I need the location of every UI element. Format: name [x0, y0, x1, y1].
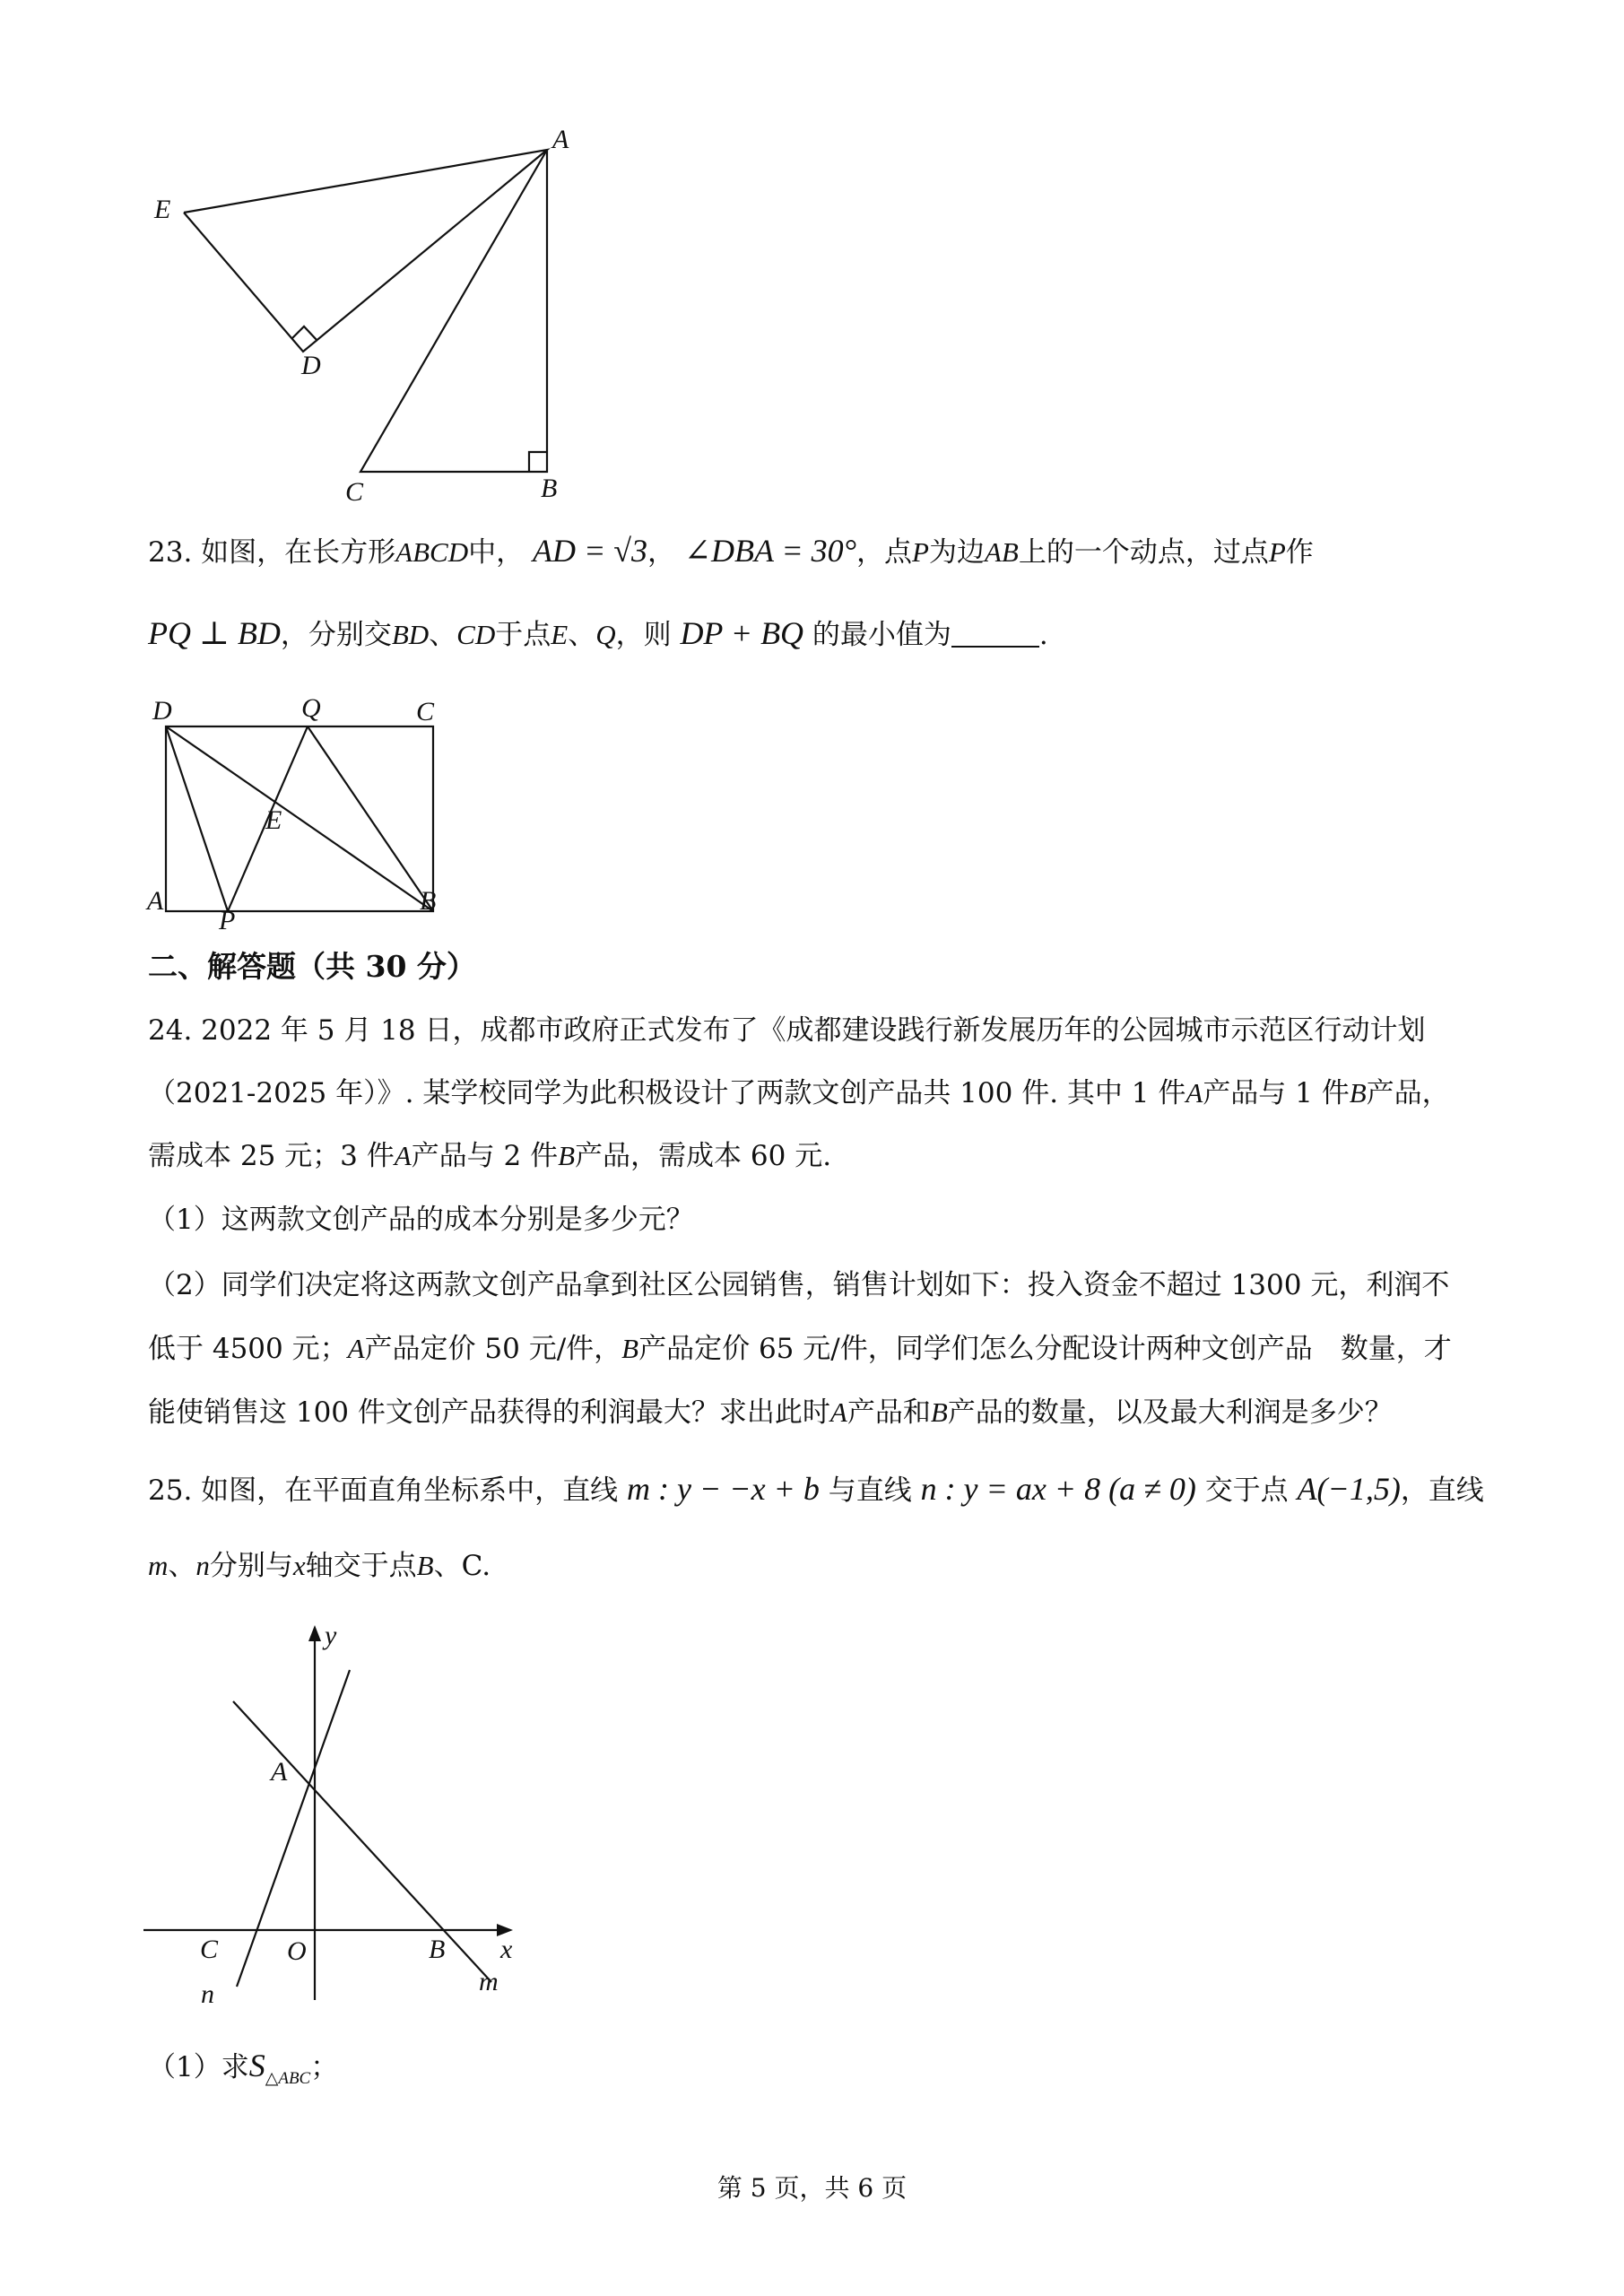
q25-part1: [148, 2048, 338, 2097]
text: 产品与 2 件: [411, 1140, 559, 1172]
equation-m: m : y − −x + b: [627, 1471, 820, 1507]
area-subscript: △ABC: [265, 2069, 311, 2088]
y-axis-arrow: [308, 1625, 321, 1641]
figure-q25: [143, 1614, 538, 2009]
text: 产品定价 50 元/件，: [364, 1333, 622, 1365]
text: ，则: [615, 619, 672, 651]
product-b: B: [930, 1396, 948, 1428]
text: 25. 如图，在平面直角坐标系中，直线: [148, 1474, 619, 1507]
text: 上的一个动点，过点: [1018, 536, 1269, 569]
label-p: P: [219, 906, 236, 933]
q24-line1: 24. 2022 年 5 月 18 日，成都市政府正式发布了《成都建设践行新发展历年的公园城市示范区行动计划: [148, 1014, 1426, 1047]
triangle-abc: [360, 150, 547, 472]
label-c: C: [345, 477, 364, 507]
rect-name: ABCD: [395, 536, 469, 568]
text: 交于点: [1204, 1474, 1289, 1507]
segment-ab: AB: [984, 536, 1019, 568]
text: 、: [168, 1550, 196, 1582]
text: 23. 如图，在长方形: [148, 536, 396, 569]
text: 、C.: [433, 1550, 491, 1582]
label-x: x: [500, 1935, 513, 1964]
text: ，: [647, 536, 675, 569]
equation-n: n : y = ax + 8 (a ≠ 0): [920, 1471, 1196, 1507]
segment-dp: [166, 726, 228, 911]
condition-perp: PQ ⊥ BD: [148, 615, 281, 651]
label-a: A: [271, 1757, 288, 1787]
text: 于点: [495, 619, 551, 651]
segment-qb: [308, 726, 433, 911]
text: ，直线: [1400, 1474, 1484, 1507]
text: 产品定价 65 元/件，同学们怎么分配设计两种文创产品 数量，才: [638, 1333, 1452, 1365]
label-o: O: [287, 1936, 307, 1966]
product-b: B: [1349, 1077, 1367, 1109]
q23-line1: [148, 533, 1314, 570]
product-a: A: [1185, 1077, 1203, 1109]
label-m: m: [479, 1967, 499, 1996]
figure-q22: [143, 126, 592, 511]
label-b: B: [420, 886, 437, 916]
text: 分别与: [209, 1550, 293, 1582]
text: ，分别交: [280, 619, 392, 651]
axis-x: x: [292, 1550, 306, 1581]
point-p: P: [912, 536, 929, 568]
text: ；: [310, 2051, 339, 2083]
text: 产品，: [1366, 1077, 1450, 1109]
text: （2021-2025 年）》. 某学校同学为此积极设计了两款文创产品共 100 件. 其中 1 件: [148, 1077, 1186, 1109]
text: 、: [568, 619, 596, 651]
figure-q23: [143, 691, 484, 933]
area-symbol: S: [248, 2048, 265, 2083]
label-b: B: [429, 1935, 446, 1964]
q24-part2-line2: [148, 1331, 1452, 1367]
text: 、: [429, 619, 457, 651]
label-n: n: [201, 1979, 214, 2009]
page-footer: 第 5 页，共 6 页: [716, 2173, 908, 2203]
label-a: A: [147, 886, 164, 916]
label-q: Q: [301, 693, 321, 723]
text: 能使销售这 100 件文创产品获得的利润最大？求出此时: [148, 1396, 830, 1429]
text: 产品和: [847, 1396, 931, 1429]
label-e: E: [154, 195, 171, 224]
text: 的最小值为: [812, 619, 951, 651]
segment-bd: BD: [391, 619, 430, 650]
text: 产品与 1 件: [1203, 1077, 1350, 1109]
right-angle-mark-d: [291, 326, 317, 341]
point-q: Q: [595, 619, 616, 650]
q24-part2-line1: （2）同学们决定将这两款文创产品拿到社区公园销售，销售计划如下：投入资金不超过 1300 元，利润不: [148, 1269, 1450, 1301]
q24-part1: （1）这两款文创产品的成本分别是多少元？: [148, 1204, 694, 1236]
label-b: B: [541, 474, 558, 503]
text: 中，: [468, 536, 525, 569]
line-n: n: [195, 1550, 210, 1581]
label-a: A: [552, 126, 569, 154]
text: 作: [1285, 536, 1314, 569]
section-heading: 二、解答题（共 30 分）: [148, 949, 476, 984]
text: （1）求: [148, 2051, 249, 2083]
text: 为边: [928, 536, 985, 569]
text: .: [1038, 619, 1048, 651]
label-c: C: [416, 697, 435, 726]
text: 产品，需成本 60 元.: [575, 1140, 832, 1172]
condition-angle: ∠DBA = 30°: [683, 533, 857, 569]
point-p: P: [1268, 536, 1286, 568]
text: 产品的数量，以及最大利润是多少？: [947, 1396, 1393, 1429]
diagonal-bd: [166, 726, 433, 911]
product-a: A: [829, 1396, 847, 1428]
q25-line2: [148, 1548, 491, 1584]
text: 与直线: [828, 1474, 912, 1507]
point-b: B: [416, 1550, 434, 1581]
line-m: m: [148, 1550, 169, 1581]
label-d: D: [152, 696, 172, 726]
q23-line2: [148, 615, 1048, 653]
label-y: y: [325, 1621, 337, 1650]
right-angle-mark-b: [529, 452, 547, 472]
text: 需成本 25 元；3 件: [148, 1140, 395, 1172]
label-d: D: [301, 351, 321, 380]
product-b: B: [621, 1333, 639, 1364]
product-a: A: [394, 1140, 412, 1171]
product-b: B: [558, 1140, 576, 1171]
answer-blank[interactable]: [951, 619, 1039, 648]
product-a: A: [347, 1333, 365, 1364]
q24-part2-line3: [148, 1395, 1393, 1431]
text: 低于 4500 元；: [148, 1333, 348, 1365]
q24-line2: [148, 1075, 1450, 1111]
condition-ad: AD = √3: [532, 533, 647, 569]
expression: DP + BQ: [680, 615, 804, 651]
q25-line1: [148, 1471, 1484, 1509]
label-e: E: [265, 805, 282, 835]
text: 轴交于点: [305, 1550, 417, 1582]
text: ，点: [856, 536, 913, 569]
point-a-coord: A(−1,5): [1297, 1471, 1401, 1507]
point-e: E: [551, 619, 569, 650]
triangle-aed: [184, 150, 547, 352]
segment-cd: CD: [456, 619, 496, 650]
line-m: [233, 1701, 491, 1982]
q24-line3: [148, 1138, 831, 1174]
label-c: C: [200, 1935, 219, 1964]
